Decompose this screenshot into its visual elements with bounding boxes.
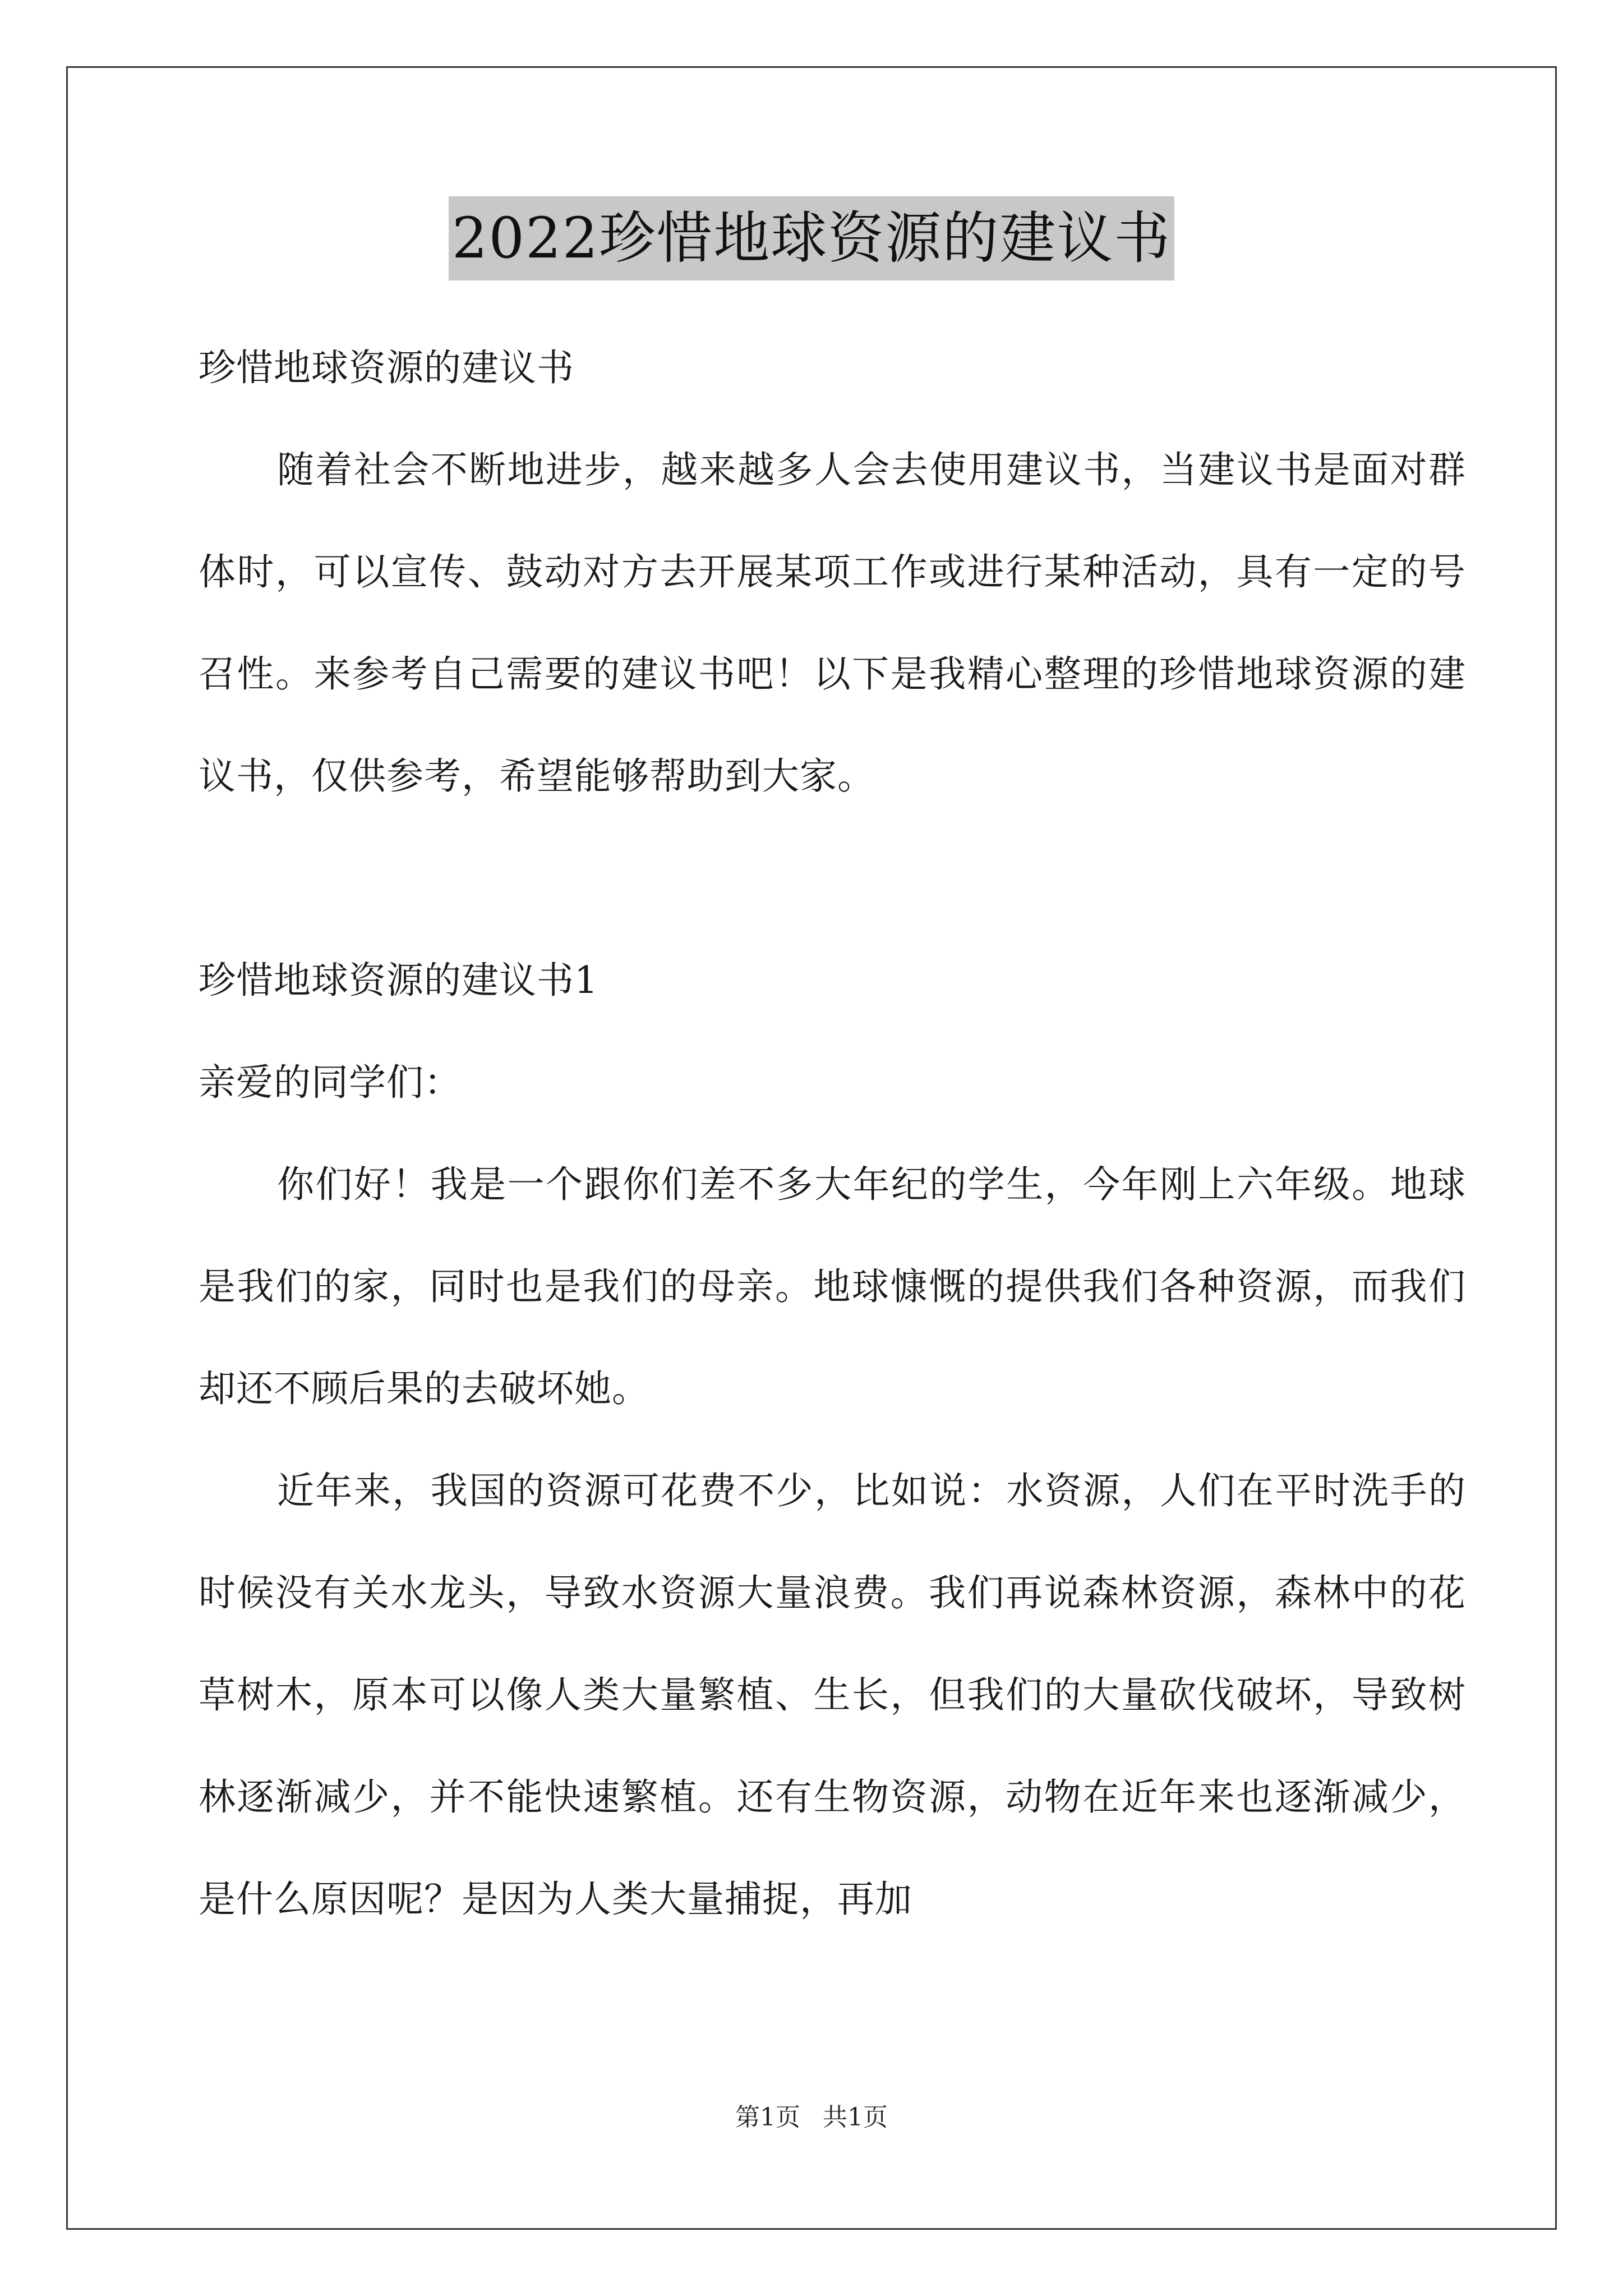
page-total: 共1页 bbox=[823, 2103, 888, 2132]
page-footer bbox=[0, 2101, 1623, 2134]
document-title: 2022珍惜地球资源的建议书 bbox=[449, 196, 1175, 280]
body-paragraph-1: 你们好！我是一个跟你们差不多大年纪的学生，今年刚上六年级。地球是我们的家，同时也是我们的母亲。地球慷慨的提供我们各种资源，而我们却还不顾后果的去破坏她。 bbox=[199, 1163, 1466, 1410]
section-spacer bbox=[199, 827, 1466, 930]
subtitle: 珍惜地球资源的建议书 bbox=[199, 346, 574, 389]
document-body bbox=[199, 317, 1466, 1950]
intro-paragraph: 随着社会不断地进步，越来越多人会去使用建议书，当建议书是面对群体时，可以宣传、鼓动对方去开展某项工作或进行某种活动，具有一定的号召性。来参考自己需要的建议书吧！以下是我精心整理的珍惜地球资源的建议书，仅供参考，希望能够帮助到大家。 bbox=[199, 448, 1466, 798]
salutation: 亲爱的同学们： bbox=[199, 1061, 462, 1104]
title-container bbox=[0, 196, 1623, 280]
section-heading: 珍惜地球资源的建议书1 bbox=[199, 959, 598, 1002]
body-paragraph-2: 近年来，我国的资源可花费不少，比如说：水资源，人们在平时洗手的时候没有关水龙头，导致水资源大量浪费。我们再说森林资源，森林中的花草树木，原本可以像人类大量繁植、生长，但我们的大量砍伐破坏，导致树林逐渐减少，并不能快速繁植。还有生物资源，动物在近年来也逐渐减少，是什么原因呢？是因为人类大量捕捉，再加 bbox=[199, 1469, 1466, 1921]
page-current: 第1页 bbox=[735, 2103, 800, 2132]
